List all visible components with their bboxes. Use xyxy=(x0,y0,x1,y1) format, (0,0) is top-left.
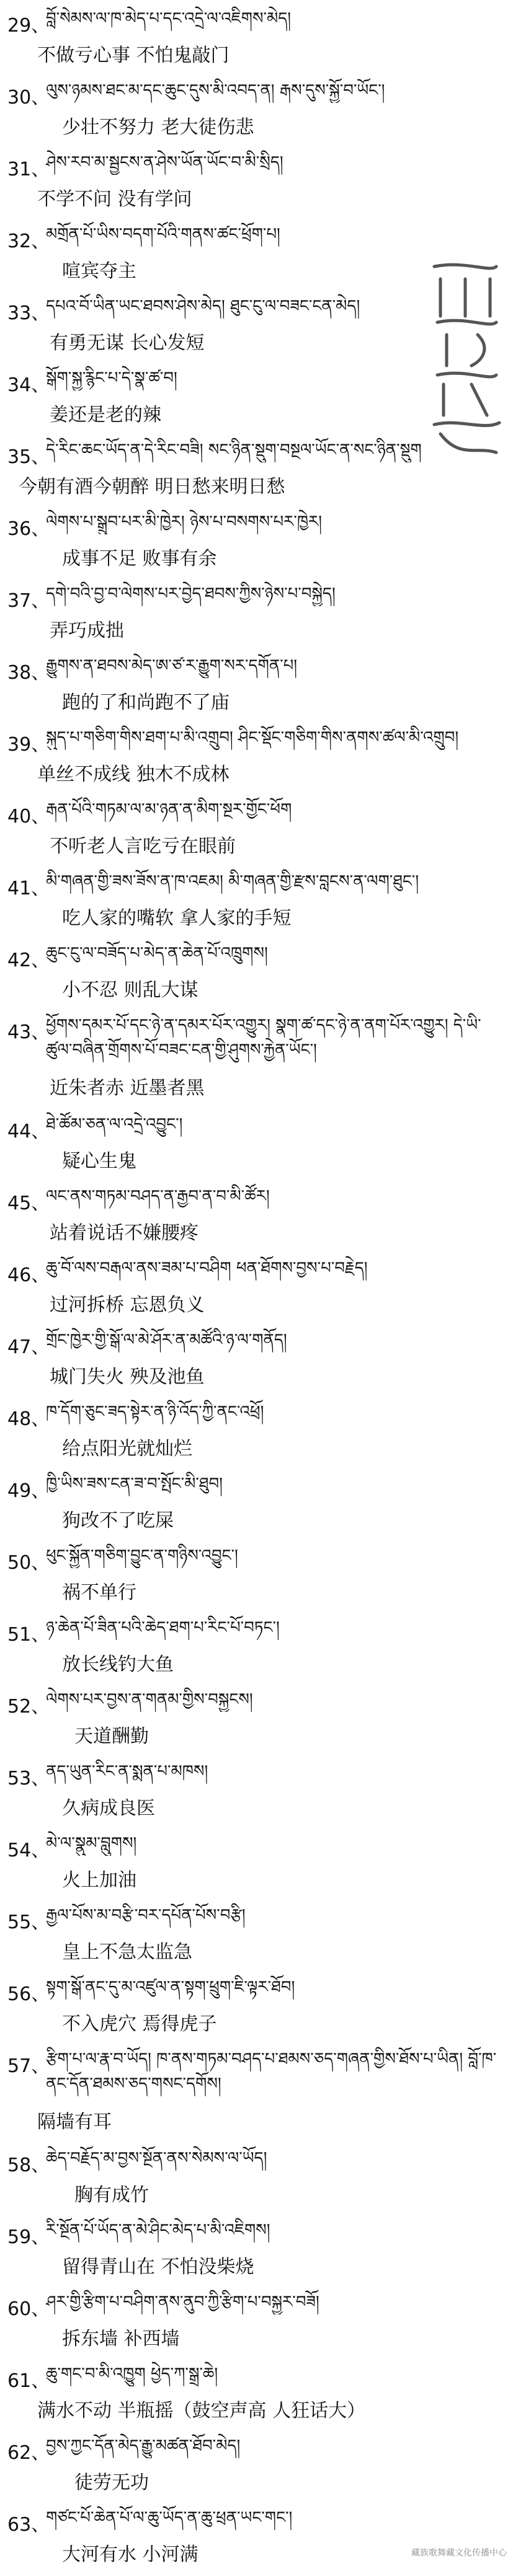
proverb-number: 43、 xyxy=(7,1021,50,1043)
proverb-chinese: 成事不足 败事有余 xyxy=(62,548,217,570)
proverb-tibetan: བྱས་ཀྱང་དོན་མེད་རྒྱུ་མཚན་ཐོབ་མེད། xyxy=(46,2437,241,2455)
proverb-number: 48、 xyxy=(7,1408,50,1430)
proverb-chinese: 姜还是老的辣 xyxy=(50,404,161,426)
proverb-number: 55、 xyxy=(7,1912,50,1933)
proverb-number: 44、 xyxy=(7,1121,50,1142)
proverb-tibetan: ཆེད་བརྗོད་མ་བྱས་སྔོན་ནས་སེམས་ལ་ཡོད། xyxy=(46,2149,267,2168)
proverb-number: 39、 xyxy=(7,734,50,756)
proverb-number: 31、 xyxy=(7,159,50,180)
proverb-chinese: 给点阳光就灿烂 xyxy=(62,1438,192,1460)
proverb-chinese: 久病成良医 xyxy=(62,1797,155,1819)
proverb-tibetan: ལང་ནས་གཏམ་བཤད་ན་རྒྱབ་ན་བ་མི་ཚོར། xyxy=(46,1187,270,1206)
proverb-chinese: 跑的了和尚跑不了庙 xyxy=(62,692,230,713)
proverb-entry xyxy=(0,76,513,149)
proverb-entry xyxy=(0,1325,513,1398)
proverb-entry xyxy=(0,507,513,580)
proverb-entry xyxy=(0,1253,513,1326)
proverb-number: 52、 xyxy=(7,1696,50,1718)
proverb-chinese: 今朝有酒今朝醉 明日愁来明日愁 xyxy=(19,476,285,498)
proverb-entry xyxy=(0,795,513,868)
proverb-tibetan: ལེགས་པ་སྒྲུབ་པར་མི་ཁྱེར། ཉེས་པ་བསགས་པར་ཁྱེར། xyxy=(46,513,323,531)
proverb-tibetan: རྒན་པོའི་གཏམ་ལ་མ་ཉན་ན་མིག་སྔར་གྱོང་ཕོག xyxy=(46,800,292,819)
proverb-number: 33、 xyxy=(7,302,50,324)
proverb-chinese: 少壮不努力 老大徒伤悲 xyxy=(62,117,254,138)
proverb-chinese: 疑心生鬼 xyxy=(62,1150,136,1172)
proverb-tibetan: ཐེ་ཚོམ་ཅན་ལ་འདྲེ་འབྱུང་། xyxy=(46,1115,183,1134)
proverb-chinese: 拆东墙 补西墙 xyxy=(62,2328,180,2350)
proverb-number: 36、 xyxy=(7,518,50,540)
proverb-tibetan: རྒྱུགས་ན་ཐབས་མེད་ཨ་ཙ་ར་རྒྱུག་སར་དགོན་པ། xyxy=(46,656,298,675)
proverb-tibetan: རྒྱལ་པོས་མ་བརྩི་བར་དཔོན་པོས་བརྩི། xyxy=(46,1906,246,1925)
proverb-number: 32、 xyxy=(7,231,50,252)
proverb-tibetan: རྩིག་པ་ལ་རྣ་བ་ཡོད། ཁ་ནས་གཏམ་བཤད་པ་ཐམས་ཅད་གཞན་གྱིས་ཐོས་པ་ཡིན། བློ་ཁ་ནང་དོན་ཐམས་ཅད་གསང་དགོས། xyxy=(46,2050,497,2093)
proverb-number: 42、 xyxy=(7,950,50,971)
proverb-number: 41、 xyxy=(7,878,50,899)
proverb-number: 49、 xyxy=(7,1480,50,1502)
proverb-chinese: 不学不问 没有学问 xyxy=(37,188,192,210)
proverb-number: 53、 xyxy=(7,1768,50,1789)
proverb-number: 34、 xyxy=(7,374,50,396)
proverb-entry xyxy=(0,2359,513,2432)
proverb-chinese: 有勇无谋 长心发短 xyxy=(50,332,205,354)
proverb-tibetan: མི་གཞན་གྱི་ཟས་ཟོས་ན་ཁ་འཇམ། མི་གཞན་གྱི་རྫས་བླངས་ན་ལག་ཐུང་། xyxy=(46,872,419,891)
proverb-entry xyxy=(0,1469,513,1542)
proverb-number: 57、 xyxy=(7,2055,50,2077)
proverb-number: 47、 xyxy=(7,1336,50,1358)
proverb-entry xyxy=(0,1397,513,1470)
proverb-entry xyxy=(0,4,513,77)
proverb-entry xyxy=(0,148,513,221)
proverb-tibetan: ཁ་དོག་ཅུང་ཟད་སྟེར་ན་ཉི་འོད་ཀྱི་ནང་འཕྲོ། xyxy=(46,1403,264,1421)
proverb-tibetan: དཔའ་བོ་ཡིན་ཡང་ཐབས་ཤེས་མེད། ཐུང་ངུ་ལ་བཟང་ངན་མེད། xyxy=(46,297,360,315)
proverb-entry xyxy=(0,651,513,724)
proverb-tibetan: དགེ་བའི་བྱ་བ་ལེགས་པར་བྱེད་ཐབས་ཀྱིས་ཉེས་པ་བསྐྱེད། xyxy=(46,584,336,603)
proverb-chinese: 吃人家的嘴软 拿人家的手短 xyxy=(62,907,292,929)
proverb-entry xyxy=(0,867,513,940)
proverb-number: 40、 xyxy=(7,806,50,827)
proverb-tibetan: དེ་རིང་ཆང་ཡོད་ན་དེ་རིང་བཟི། སང་ཉིན་སྡུག་བསྔལ་ཡོང་ན་སང་ཉིན་སྡུག xyxy=(46,441,422,459)
proverb-chinese: 天道酬勤 xyxy=(74,1726,149,1747)
proverb-chinese: 弄巧成拙 xyxy=(50,620,124,642)
proverb-entry xyxy=(0,1900,513,1974)
proverb-chinese: 不做亏心事 不怕鬼敲门 xyxy=(37,45,230,66)
proverb-entry xyxy=(0,1828,513,1902)
proverb-chinese: 不入虎穴 焉得虎子 xyxy=(62,2013,217,2035)
proverb-entry xyxy=(0,938,513,1012)
proverb-number: 30、 xyxy=(7,87,50,108)
proverb-chinese: 小不忍 则乱大谋 xyxy=(62,979,199,1001)
proverb-tibetan: སྒོག་སྐྱ་རྙིང་པ་དེ་སྣ་ཚ་བ། xyxy=(46,369,177,387)
proverb-chinese: 不听老人言吃亏在眼前 xyxy=(50,836,236,857)
proverb-number: 45、 xyxy=(7,1193,50,1214)
proverb-chinese: 隔墙有耳 xyxy=(37,2111,112,2133)
proverb-tibetan: ཤེས་རབ་མ་སྦྱངས་ན་ཤེས་ཡོན་ཡོང་བ་མི་སྲིད། xyxy=(46,153,283,172)
proverb-tibetan: ཆུང་ངུ་ལ་བཟོད་པ་མེད་ན་ཆེན་པོ་འཁྲུགས། xyxy=(46,944,268,963)
proverb-chinese: 火上加油 xyxy=(62,1869,136,1891)
proverb-chinese: 放长线钓大鱼 xyxy=(62,1654,174,1675)
proverb-tibetan: ཆུ་གང་བ་མི་འཁྱུག ཕྱེད་ཀ་སྒྲ་ཆེ། xyxy=(46,2365,218,2383)
proverb-tibetan: ཉ་ཆེན་པོ་ཟིན་པའི་ཆེད་ཐག་པ་རིང་པོ་བཏང་། xyxy=(46,1618,280,1637)
proverb-tibetan: ཤར་གྱི་རྩིག་པ་བཤིག་ནས་ནུབ་ཀྱི་རྩིག་པ་བསྐྱར་བཟོ། xyxy=(46,2293,319,2311)
proverb-tibetan: སྐུད་པ་གཅིག་གིས་ཐག་པ་མི་འགྲུབ། ཤིང་སྡོང་གཅིག་གིས་ནགས་ཚལ་མི་འགྲུབ། xyxy=(46,728,459,747)
proverb-entry xyxy=(0,1181,513,1255)
proverb-entry xyxy=(0,723,513,796)
proverb-tibetan: བློ་སེམས་ལ་ཁ་མེད་པ་དང་འདྲེ་ལ་འཇིགས་མེད། xyxy=(46,9,292,28)
proverb-entry xyxy=(0,1010,513,1109)
watermark: 藏族歌舞藏文化传播中心 xyxy=(411,2548,507,2558)
proverb-tibetan: གྲོང་ཁྱེར་གྱི་སྒོ་ལ་མེ་ཤོར་ན་མཚོའི་ཉ་ལ་གནོད། xyxy=(46,1331,287,1349)
proverb-chinese: 喧宾夺主 xyxy=(62,260,136,282)
proverb-entry xyxy=(0,579,513,652)
proverb-tibetan: ཕུང་སྐྱོན་གཅིག་བྱུང་ན་གཉིས་འབྱུང་། xyxy=(46,1546,238,1565)
proverb-entry xyxy=(0,1685,513,1758)
proverb-entry xyxy=(0,2287,513,2360)
proverb-number: 29、 xyxy=(7,15,50,37)
proverb-entry xyxy=(0,2044,513,2143)
proverb-chinese: 皇上不急太监急 xyxy=(62,1941,192,1963)
proverb-tibetan: གཙང་པོ་ཆེན་པོ་ལ་ཆུ་ཡོད་ན་ཆུ་ཕྲན་ཡང་གང་། xyxy=(46,2508,293,2527)
proverb-number: 58、 xyxy=(7,2155,50,2176)
proverb-tibetan: མགྲོན་པོ་ཡིས་བདག་པོའི་གནས་ཚང་ཕྲོག་པ། xyxy=(46,225,280,244)
proverb-chinese: 满水不动 半瓶摇（鼓空声高 人狂话大） xyxy=(37,2400,366,2422)
proverb-tibetan: ནད་ཡུན་རིང་ན་སྨན་པ་མཁས། xyxy=(46,1762,208,1781)
proverb-chinese: 狗改不了吃屎 xyxy=(62,1510,174,1532)
proverb-number: 56、 xyxy=(7,1983,50,2005)
proverb-chinese: 城门失火 殃及池鱼 xyxy=(50,1366,205,1388)
proverb-number: 59、 xyxy=(7,2226,50,2248)
proverb-entry xyxy=(0,1109,513,1183)
proverb-chinese: 徒劳无功 xyxy=(74,2472,149,2494)
proverb-number: 37、 xyxy=(7,590,50,612)
proverb-number: 50、 xyxy=(7,1552,50,1574)
proverb-chinese: 过河拆桥 忘恩负义 xyxy=(50,1294,205,1316)
proverb-entry xyxy=(0,1541,513,1614)
proverb-tibetan: ལུས་ཉམས་ཐང་མ་དང་ཆུང་དུས་མི་འབད་ན། རྒས་དུས་སྐྱོ་བ་ཡོང་། xyxy=(46,81,385,100)
proverb-number: 51、 xyxy=(7,1624,50,1646)
proverb-tibetan: ཕྱོགས་དམར་པོ་དང་ཉེ་ན་དམར་པོར་འགྱུར། སྣག་ཚ་དང་ཉེ་ན་ནག་པོར་འགྱུར། དེ་ཡི་ཚུལ་བཞིན་གྲོགས་པོ་བཟང་ངན་གྱི་ཤུགས་རྐྱེན་ཡོང་། xyxy=(46,1016,481,1059)
proverb-entry xyxy=(0,2503,513,2576)
tibetan-calligraphy-icon xyxy=(428,260,502,459)
proverb-chinese: 祸不单行 xyxy=(62,1582,136,1603)
proverb-tibetan: ཆུ་བོ་ལས་བརྒལ་ནས་ཟམ་པ་བཤིག ཕན་ཐོགས་བྱས་པ་བརྗེད། xyxy=(46,1259,368,1277)
proverb-entry xyxy=(0,1757,513,1830)
proverb-number: 60、 xyxy=(7,2298,50,2320)
proverb-tibetan: མེ་ལ་སྣུམ་བླུགས། xyxy=(46,1834,137,1853)
proverb-tibetan: སྟག་སྒོ་ནང་དུ་མ་འཛུལ་ན་སྟག་ཕྲུག་ཇི་ལྟར་ཐོབ། xyxy=(46,1978,295,1996)
proverb-number: 63、 xyxy=(7,2514,50,2536)
proverb-entry xyxy=(0,2215,513,2288)
proverb-chinese: 站着说话不嫌腰疼 xyxy=(50,1222,199,1244)
proverb-entry xyxy=(0,2431,513,2504)
proverb-number: 38、 xyxy=(7,662,50,684)
proverb-chinese: 胸有成竹 xyxy=(74,2184,149,2206)
proverb-chinese: 近朱者赤 近墨者黑 xyxy=(50,1077,205,1099)
proverb-tibetan: རི་སྔོན་པོ་ཡོད་ན་མེ་ཤིང་མེད་པ་མི་འཇིགས། xyxy=(46,2221,270,2239)
proverb-number: 54、 xyxy=(7,1840,50,1861)
proverb-chinese: 单丝不成线 独木不成林 xyxy=(37,764,230,785)
proverb-entry xyxy=(0,2143,513,2217)
proverb-chinese: 大河有水 小河满 xyxy=(62,2544,199,2565)
proverb-number: 35、 xyxy=(7,446,50,468)
proverb-number: 62、 xyxy=(7,2442,50,2464)
proverb-chinese: 留得青山在 不怕没柴烧 xyxy=(62,2256,254,2278)
proverb-entry xyxy=(0,1972,513,2045)
proverb-tibetan: ལེགས་པར་བྱས་ན་གནམ་གྱིས་བསྐྱངས། xyxy=(46,1690,253,1709)
proverb-number: 46、 xyxy=(7,1264,50,1286)
proverb-number: 61、 xyxy=(7,2370,50,2392)
proverb-tibetan: ཁྱི་ཡིས་ཟས་ངན་ཟ་བ་སྤོང་མི་ཐུབ། xyxy=(46,1475,223,1493)
proverb-entry xyxy=(0,1613,513,1686)
